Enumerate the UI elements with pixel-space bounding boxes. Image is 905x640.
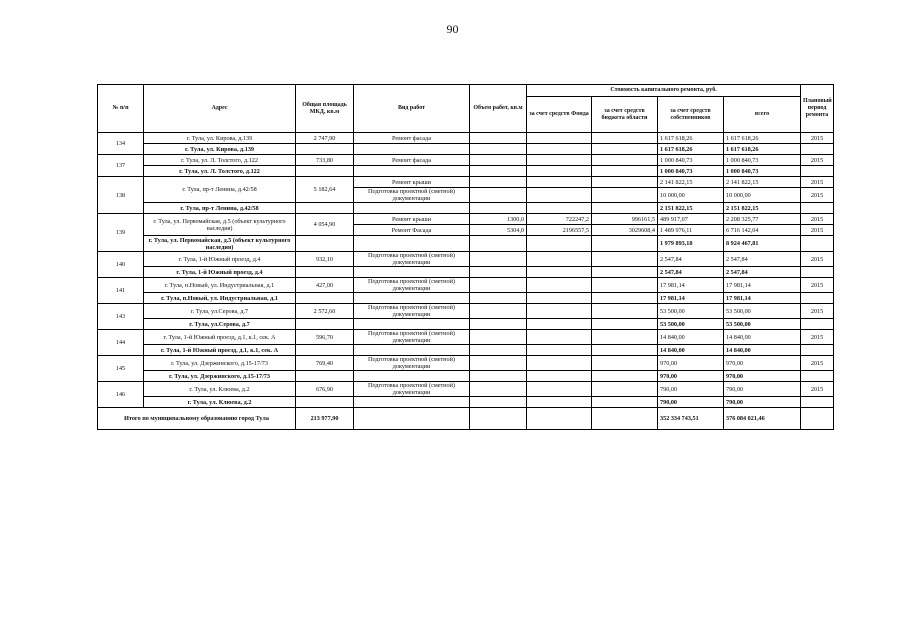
volume-cell [470, 304, 527, 319]
volume-cell [470, 133, 527, 144]
subtotal-fund-empty [527, 345, 592, 356]
total-cell: 53 500,00 [724, 304, 801, 319]
page-number: 90 [446, 22, 459, 36]
area-cell: 2 572,60 [296, 304, 354, 319]
volume-cell [470, 356, 527, 371]
subtotal-volume-empty [470, 203, 527, 214]
address-cell: г. Тула, ул. Первомайская, д.5 (объект культурного наследия) [144, 214, 296, 236]
total-cell: 2 208 325,77 [724, 214, 801, 225]
grand-total-total: 376 084 021,46 [724, 408, 801, 430]
subtotal-volume-empty [470, 236, 527, 252]
row-number: 145 [98, 356, 144, 382]
total-cell: 790,00 [724, 382, 801, 397]
owners-cell: 790,00 [658, 382, 724, 397]
subtotal-address: г. Тула, ул. Кирова, д.139 [144, 144, 296, 155]
subtotal-total: 1 617 618,26 [724, 144, 801, 155]
grand-total-regional-empty [592, 408, 658, 430]
subtotal-regional-empty [592, 166, 658, 177]
work-type-cell: Подготовка проектной (сметной) документации [354, 330, 470, 345]
subtotal-area-empty [296, 371, 354, 382]
regional-cell [592, 177, 658, 188]
subtotal-regional-empty [592, 203, 658, 214]
regional-cell [592, 356, 658, 371]
subtotal-total: 8 924 467,81 [724, 236, 801, 252]
regional-cell [592, 382, 658, 397]
subtotal-address: г. Тула, 1-й Южный проезд, д.4 [144, 267, 296, 278]
subtotal-period-empty [801, 293, 834, 304]
regional-cell: 996161,5 [592, 214, 658, 225]
subtotal-regional-empty [592, 267, 658, 278]
subtotal-volume-empty [470, 166, 527, 177]
subtotal-regional-empty [592, 345, 658, 356]
subtotal-work-empty [354, 267, 470, 278]
subtotal-total: 17 981,14 [724, 293, 801, 304]
subtotal-address: г. Тула, ул. Дзержинского, д.15-17/73 [144, 371, 296, 382]
area-cell: 5 182,64 [296, 177, 354, 203]
subtotal-total: 1 000 840,73 [724, 166, 801, 177]
header-fund: за счет средств Фонда [527, 97, 592, 133]
grand-total-fund-empty [527, 408, 592, 430]
subtotal-row [98, 166, 834, 177]
period-cell: 2015 [801, 304, 834, 319]
subtotal-volume-empty [470, 371, 527, 382]
grand-total-work-empty [354, 408, 470, 430]
work-type-cell: Ремонт фасада [354, 155, 470, 166]
header-cost-group: Стоимость капитального ремонта, руб. [527, 85, 801, 97]
regional-cell [592, 304, 658, 319]
subtotal-total: 790,00 [724, 397, 801, 408]
work-type-cell: Подготовка проектной (сметной) документации [354, 188, 470, 203]
subtotal-fund-empty [527, 319, 592, 330]
subtotal-volume-empty [470, 345, 527, 356]
total-cell: 1 617 618,26 [724, 133, 801, 144]
address-cell: г. Тула, п.Новый, ул. Индустриальная, д.1 [144, 278, 296, 293]
table-row [98, 214, 834, 225]
period-cell: 2015 [801, 133, 834, 144]
subtotal-regional-empty [592, 293, 658, 304]
subtotal-owners: 790,00 [658, 397, 724, 408]
subtotal-area-empty [296, 397, 354, 408]
fund-cell [527, 382, 592, 397]
total-cell: 14 840,00 [724, 330, 801, 345]
subtotal-owners: 2 547,84 [658, 267, 724, 278]
header-area: Общая площадь МКД, кв.м [296, 85, 354, 133]
row-number: 137 [98, 155, 144, 177]
fund-cell: 2196557,5 [527, 225, 592, 236]
subtotal-row [98, 267, 834, 278]
regional-cell [592, 155, 658, 166]
table-row [98, 304, 834, 319]
subtotal-fund-empty [527, 371, 592, 382]
row-number: 140 [98, 252, 144, 278]
fund-cell [527, 133, 592, 144]
row-number: 139 [98, 214, 144, 252]
subtotal-area-empty [296, 345, 354, 356]
subtotal-work-empty [354, 345, 470, 356]
header-num: № п/п [98, 85, 144, 133]
volume-cell [470, 278, 527, 293]
subtotal-work-empty [354, 371, 470, 382]
volume-cell [470, 330, 527, 345]
total-cell: 10 000,00 [724, 188, 801, 203]
subtotal-work-empty [354, 203, 470, 214]
subtotal-period-empty [801, 236, 834, 252]
total-cell: 2 547,84 [724, 252, 801, 267]
subtotal-fund-empty [527, 166, 592, 177]
subtotal-total: 2 547,84 [724, 267, 801, 278]
row-number: 138 [98, 177, 144, 214]
period-cell: 2015 [801, 278, 834, 293]
period-cell: 2015 [801, 177, 834, 188]
table-row [98, 133, 834, 144]
regional-cell [592, 330, 658, 345]
fund-cell [527, 188, 592, 203]
subtotal-total: 2 151 822,15 [724, 203, 801, 214]
address-cell: г. Тула, 1-й Южный проезд, д.4 [144, 252, 296, 267]
owners-cell: 14 840,00 [658, 330, 724, 345]
owners-cell: 10 000,00 [658, 188, 724, 203]
subtotal-regional-empty [592, 144, 658, 155]
subtotal-regional-empty [592, 397, 658, 408]
subtotal-period-empty [801, 345, 834, 356]
volume-cell: 1300,0 [470, 214, 527, 225]
header-address: Адрес [144, 85, 296, 133]
subtotal-row [98, 371, 834, 382]
subtotal-row [98, 144, 834, 155]
subtotal-total: 970,00 [724, 371, 801, 382]
period-cell: 2015 [801, 188, 834, 203]
subtotal-period-empty [801, 166, 834, 177]
total-cell: 2 141 822,15 [724, 177, 801, 188]
table-row [98, 356, 834, 371]
volume-cell [470, 252, 527, 267]
total-cell: 17 981,14 [724, 278, 801, 293]
subtotal-work-empty [354, 166, 470, 177]
fund-cell [527, 304, 592, 319]
subtotal-work-empty [354, 293, 470, 304]
subtotal-fund-empty [527, 203, 592, 214]
subtotal-address: г. Тула, п.Новый, ул. Индустриальная, д.1 [144, 293, 296, 304]
grand-total-label: Итого по муниципальному образованию город Тула [98, 408, 296, 430]
header-period: Плановый период ремонта [801, 85, 834, 133]
owners-cell: 17 981,14 [658, 278, 724, 293]
work-type-cell: Подготовка проектной (сметной) документации [354, 252, 470, 267]
subtotal-address: г. Тула, 1-й Южный проезд, д.1, к.1, сек. А [144, 345, 296, 356]
subtotal-volume-empty [470, 397, 527, 408]
subtotal-period-empty [801, 144, 834, 155]
subtotal-row [98, 236, 834, 252]
subtotal-row [98, 293, 834, 304]
total-cell: 1 000 840,73 [724, 155, 801, 166]
subtotal-regional-empty [592, 319, 658, 330]
subtotal-row [98, 203, 834, 214]
period-cell: 2015 [801, 382, 834, 397]
subtotal-fund-empty [527, 144, 592, 155]
area-cell: 4 054,90 [296, 214, 354, 236]
work-type-cell: Подготовка проектной (сметной) документации [354, 356, 470, 371]
subtotal-owners: 53 500,00 [658, 319, 724, 330]
subtotal-area-empty [296, 236, 354, 252]
period-cell: 2015 [801, 214, 834, 225]
subtotal-work-empty [354, 144, 470, 155]
address-cell: г. Тула, пр-т Ленина, д.42/58 [144, 177, 296, 203]
owners-cell: 489 917,07 [658, 214, 724, 225]
subtotal-regional-empty [592, 236, 658, 252]
subtotal-work-empty [354, 236, 470, 252]
area-cell: 2 747,90 [296, 133, 354, 144]
subtotal-area-empty [296, 166, 354, 177]
period-cell: 2015 [801, 330, 834, 345]
subtotal-owners: 1 979 893,18 [658, 236, 724, 252]
volume-cell [470, 382, 527, 397]
volume-cell: 5304,0 [470, 225, 527, 236]
subtotal-address: г. Тула, ул. Л. Толстого, д.122 [144, 166, 296, 177]
owners-cell: 970,00 [658, 356, 724, 371]
subtotal-volume-empty [470, 293, 527, 304]
subtotal-owners: 1 617 618,26 [658, 144, 724, 155]
regional-cell [592, 278, 658, 293]
fund-cell [527, 330, 592, 345]
table-row [98, 155, 834, 166]
subtotal-fund-empty [527, 236, 592, 252]
subtotal-volume-empty [470, 319, 527, 330]
address-cell: г. Тула, ул. Дзержинского, д.15-17/73 [144, 356, 296, 371]
work-type-cell: Ремонт крыши [354, 214, 470, 225]
subtotal-area-empty [296, 203, 354, 214]
work-type-cell: Подготовка проектной (сметной) документации [354, 278, 470, 293]
owners-cell: 1 617 618,26 [658, 133, 724, 144]
regional-cell [592, 252, 658, 267]
subtotal-owners: 17 981,14 [658, 293, 724, 304]
address-cell: г. Тула, ул.Серова, д.7 [144, 304, 296, 319]
subtotal-period-empty [801, 203, 834, 214]
address-cell: г. Тула, 1-й Южный проезд, д.1, к.1, сек. А [144, 330, 296, 345]
subtotal-owners: 1 000 840,73 [658, 166, 724, 177]
fund-cell [527, 177, 592, 188]
address-cell: г. Тула, ул. Кирова, д.139 [144, 133, 296, 144]
subtotal-volume-empty [470, 144, 527, 155]
subtotal-address: г. Тула, пр-т Ленина, д.42/58 [144, 203, 296, 214]
period-cell: 2015 [801, 356, 834, 371]
subtotal-volume-empty [470, 267, 527, 278]
subtotal-period-empty [801, 267, 834, 278]
volume-cell [470, 155, 527, 166]
subtotal-owners: 2 151 822,15 [658, 203, 724, 214]
subtotal-work-empty [354, 319, 470, 330]
grand-total-row [98, 408, 834, 430]
subtotal-area-empty [296, 267, 354, 278]
subtotal-row [98, 319, 834, 330]
owners-cell: 2 141 822,15 [658, 177, 724, 188]
row-number: 141 [98, 278, 144, 304]
grand-total-owners: 352 334 743,51 [658, 408, 724, 430]
work-type-cell: Подготовка проектной (сметной) документации [354, 382, 470, 397]
regional-cell [592, 133, 658, 144]
grand-total-area: 213 977,90 [296, 408, 354, 430]
table-row [98, 177, 834, 188]
subtotal-regional-empty [592, 371, 658, 382]
header-volume: Объем работ, кв.м [470, 85, 527, 133]
subtotal-fund-empty [527, 397, 592, 408]
table-row [98, 330, 834, 345]
subtotal-area-empty [296, 319, 354, 330]
address-cell: г. Тула, ул. Клюева, д.2 [144, 382, 296, 397]
area-cell: 596,70 [296, 330, 354, 345]
volume-cell [470, 188, 527, 203]
work-type-cell: Подготовка проектной (сметной) документации [354, 304, 470, 319]
fund-cell [527, 356, 592, 371]
area-cell: 733,80 [296, 155, 354, 166]
table-row [98, 382, 834, 397]
capital-repair-table [97, 84, 834, 430]
subtotal-row [98, 397, 834, 408]
period-cell: 2015 [801, 155, 834, 166]
subtotal-total: 14 840,00 [724, 345, 801, 356]
total-cell: 970,00 [724, 356, 801, 371]
owners-cell: 53 500,00 [658, 304, 724, 319]
work-type-cell: Ремонт крыши [354, 177, 470, 188]
grand-total-period-empty [801, 408, 834, 430]
subtotal-period-empty [801, 397, 834, 408]
subtotal-area-empty [296, 293, 354, 304]
fund-cell [527, 155, 592, 166]
subtotal-work-empty [354, 397, 470, 408]
row-number: 143 [98, 304, 144, 330]
subtotal-period-empty [801, 319, 834, 330]
fund-cell: 722247,2 [527, 214, 592, 225]
area-cell: 427,00 [296, 278, 354, 293]
table-row [98, 252, 834, 267]
header-total: всего [724, 97, 801, 133]
area-cell: 932,10 [296, 252, 354, 267]
owners-cell: 1 489 976,11 [658, 225, 724, 236]
period-cell: 2015 [801, 252, 834, 267]
subtotal-address: г. Тула, ул. Клюева, д.2 [144, 397, 296, 408]
table-row [98, 278, 834, 293]
subtotal-address: г. Тула, ул. Первомайская, д.5 (объект культурного наследия) [144, 236, 296, 252]
row-number: 146 [98, 382, 144, 408]
owners-cell: 1 000 840,73 [658, 155, 724, 166]
header-owners: за счет средств собственников [658, 97, 724, 133]
subtotal-area-empty [296, 144, 354, 155]
volume-cell [470, 177, 527, 188]
row-number: 134 [98, 133, 144, 155]
subtotal-owners: 14 840,00 [658, 345, 724, 356]
regional-cell [592, 188, 658, 203]
subtotal-address: г. Тула, ул.Серова, д.7 [144, 319, 296, 330]
owners-cell: 2 547,84 [658, 252, 724, 267]
subtotal-period-empty [801, 371, 834, 382]
area-cell: 676,90 [296, 382, 354, 397]
subtotal-fund-empty [527, 267, 592, 278]
regional-cell: 3029608,4 [592, 225, 658, 236]
fund-cell [527, 278, 592, 293]
subtotal-total: 53 500,00 [724, 319, 801, 330]
period-cell: 2015 [801, 225, 834, 236]
header-work-type: Вид работ [354, 85, 470, 133]
row-number: 144 [98, 330, 144, 356]
fund-cell [527, 252, 592, 267]
total-cell: 6 716 142,04 [724, 225, 801, 236]
work-type-cell: Ремонт Фасада [354, 225, 470, 236]
subtotal-fund-empty [527, 293, 592, 304]
subtotal-row [98, 345, 834, 356]
work-type-cell: Ремонт фасада [354, 133, 470, 144]
address-cell: г. Тула, ул. Л. Толстого, д.122 [144, 155, 296, 166]
subtotal-owners: 970,00 [658, 371, 724, 382]
grand-total-volume-empty [470, 408, 527, 430]
header-regional: за счет средств бюджета области [592, 97, 658, 133]
area-cell: 769,40 [296, 356, 354, 371]
